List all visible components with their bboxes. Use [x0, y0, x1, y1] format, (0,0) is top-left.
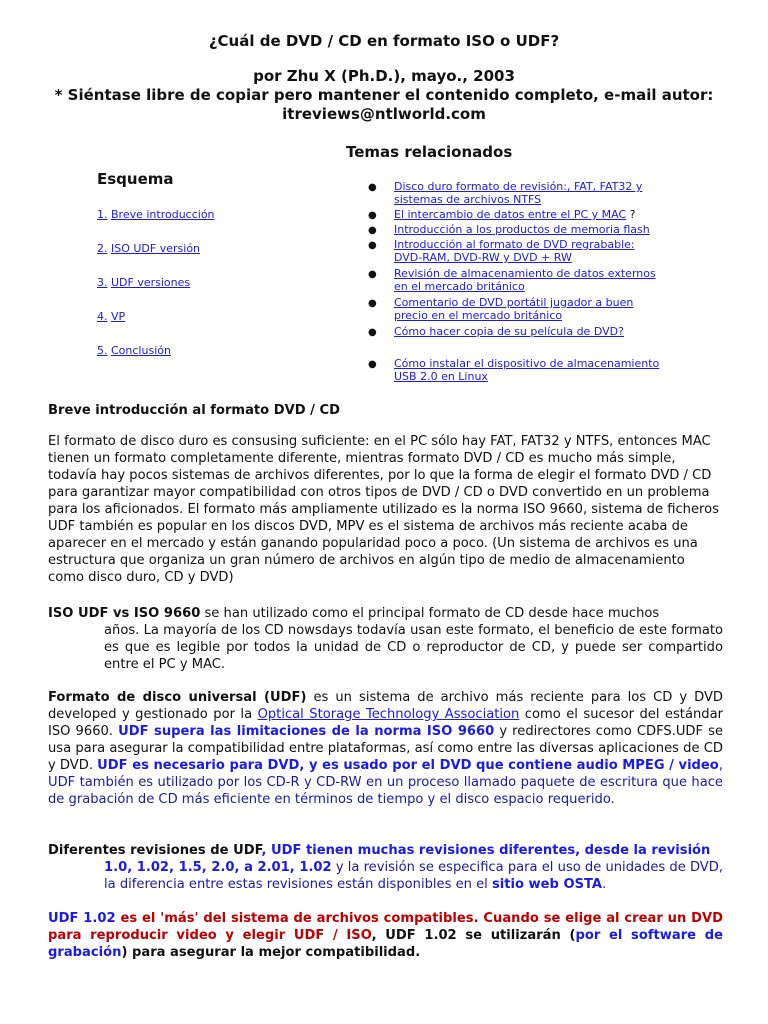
related-link[interactable]: El intercambio de datos entre el PC y MAC: [394, 208, 627, 221]
udf102-paragraph: UDF 1.02 es el 'más' del sistema de archivos compatibles. Cuando se elige al crear un DVD para reproducir video y elegir UDF / ISO, UDF 1.02 se utilizarán (por el software de grabación) para asegurar la mejor compatibilidad.: [48, 911, 723, 960]
author-byline: por Zhu X (Ph.D.), mayo., 2003: [253, 67, 515, 85]
related-item[interactable]: [394, 357, 694, 383]
intro-paragraph: El formato de disco duro es consusing suficiente: en el PC sólo hay FAT, FAT32 y NTFS, entonces MAC tienen un formato completamente diferente, mientras formato DVD / CD es mucho más simple, todavía hay pocos sistemas de archivos diferentes, por lo que la forma de elegir el formato DVD / CD para garantizar mayor compatibilidad con otros tipos de DVD / CD o DVD convertido en un problema para los aficionados. El formato más ampliamente utilizado es la norma ISO 9660, sistema de ficheros UDF también es popular en los discos DVD, MPV es el sistema de archivos más reciente acaba de aparecer en el mercado y están ganando popularidad poco a poco. (Un sistema de archivos es una estructura que organiza un gran número de archivos en algún tipo de medio de almacenamiento como disco duro, CD y DVD): [48, 434, 719, 585]
related-item[interactable]: [394, 325, 694, 338]
udf-lead: Formato de disco universal (UDF): [48, 690, 307, 705]
outline-link[interactable]: VP: [111, 310, 126, 323]
iso-first-line: se han utilizado como el principal formato de CD desde hace muchos: [200, 606, 660, 621]
outline-item[interactable]: [97, 276, 190, 289]
revisions-rest: 1.0, 1.02, 1.5, 2.0, a 2.01, 1.02 y la revisión se especifica para el uso de unidades de DVD, la diferencia entre estas revisiones están disponibles en el sitio web OSTA.: [104, 860, 723, 892]
outline-link[interactable]: ISO UDF versión: [111, 242, 201, 255]
bullet-icon: ●: [368, 210, 377, 221]
outline-item[interactable]: [97, 208, 215, 221]
outline-link[interactable]: Breve introducción: [111, 208, 215, 221]
author-email: itreviews@ntlworld.com: [282, 105, 486, 123]
bullet-icon: ●: [368, 225, 377, 236]
bullet-icon: ●: [368, 298, 377, 309]
related-item[interactable]: [394, 238, 694, 264]
outline-num[interactable]: 3.: [97, 276, 108, 289]
outline-item[interactable]: [97, 310, 125, 323]
udf-paragraph: Formato de disco universal (UDF) es un sistema de archivo más reciente para los CD y DVD developed y gestionado por la Optical Storage Technology Association como el sucesor del estándar ISO 9660. UDF supera las limitaciones de la norma ISO 9660 y redirectores como CDFS.UDF se usa para asegurar la compatibilidad entre plataformas, así como entre las diversas aplicaciones de CD y DVD. UDF es necesario para DVD, y es usado por el DVD que contiene audio MPEG / video, UDF también es utilizado por los CD-R y CD-RW en un proceso llamado paquete de escritura que hace de grabación de CD más eficiente en términos de tiempo y el disco espacio requerido.: [48, 690, 724, 807]
iso-lead: ISO UDF vs ISO 9660: [48, 606, 201, 621]
bullet-icon: ●: [368, 240, 377, 251]
related-link[interactable]: Disco duro formato de revisión:, FAT, FAT32 y sistemas de archivos NTFS: [394, 180, 643, 206]
intro-heading: Breve introducción al formato DVD / CD: [48, 403, 340, 418]
outline-link[interactable]: UDF versiones: [111, 276, 191, 289]
bullet-icon: ●: [368, 327, 377, 338]
related-link[interactable]: Comentario de DVD portátil jugador a buen precio en el mercado británico: [394, 296, 634, 322]
related-item[interactable]: [394, 267, 694, 293]
related-item[interactable]: [394, 223, 694, 236]
outline-num[interactable]: 5.: [97, 344, 108, 357]
iso-paragraph: [48, 605, 723, 673]
outline-heading: Esquema: [97, 170, 174, 188]
copyright-note: * Siéntase libre de copiar pero mantener el contenido completo, e-mail autor:: [54, 86, 714, 104]
revisions-paragraph: Diferentes revisiones de UDF, UDF tienen muchas revisiones diferentes, desde la revisión 1.0, 1.02, 1.5, 2.0, a 2.01, 1.02 y la revisión se especifica para el uso de unidades de DVD, la diferencia entre estas revisiones están disponibles en el sitio web OSTA.: [48, 843, 723, 892]
outline-num[interactable]: 4.: [97, 310, 108, 323]
related-link[interactable]: Introducción al formato de DVD regrabable: DVD-RAM, DVD-RW y DVD + RW: [394, 238, 635, 264]
outline-item[interactable]: [97, 344, 171, 357]
related-link[interactable]: Cómo hacer copia de su película de DVD?: [394, 325, 624, 338]
osta-link[interactable]: Optical Storage Technology Association: [257, 707, 520, 722]
outline-link[interactable]: Conclusión: [111, 344, 171, 357]
outline-num[interactable]: 2.: [97, 242, 108, 255]
related-item[interactable]: El intercambio de datos entre el PC y MAC ?: [394, 208, 636, 221]
outline-num[interactable]: 1.: [97, 208, 108, 221]
outline-item[interactable]: [97, 242, 200, 255]
related-item[interactable]: [394, 180, 694, 206]
related-link[interactable]: Revisión de almacenamiento de datos externos en el mercado británico: [394, 267, 656, 293]
bullet-icon: ●: [368, 359, 377, 370]
iso-rest: años. La mayoría de los CD nowsdays todavía usan este formato, el beneficio de este formato es que es legible por todos la unidad de CD o reproductor de CD, y puede ser compartido entre el PC y MAC.: [104, 623, 723, 672]
related-topics-heading: Temas relacionados: [346, 143, 513, 161]
bullet-icon: ●: [368, 269, 377, 280]
revisions-lead: Diferentes revisiones de UDF: [48, 843, 262, 858]
page-title: ¿Cuál de DVD / CD en formato ISO o UDF?: [208, 32, 560, 50]
related-link[interactable]: Cómo instalar el dispositivo de almacenamiento USB 2.0 en Linux: [394, 357, 660, 383]
related-link[interactable]: Introducción a los productos de memoria flash: [394, 223, 650, 236]
bullet-icon: ●: [368, 182, 377, 193]
related-item[interactable]: [394, 296, 694, 322]
